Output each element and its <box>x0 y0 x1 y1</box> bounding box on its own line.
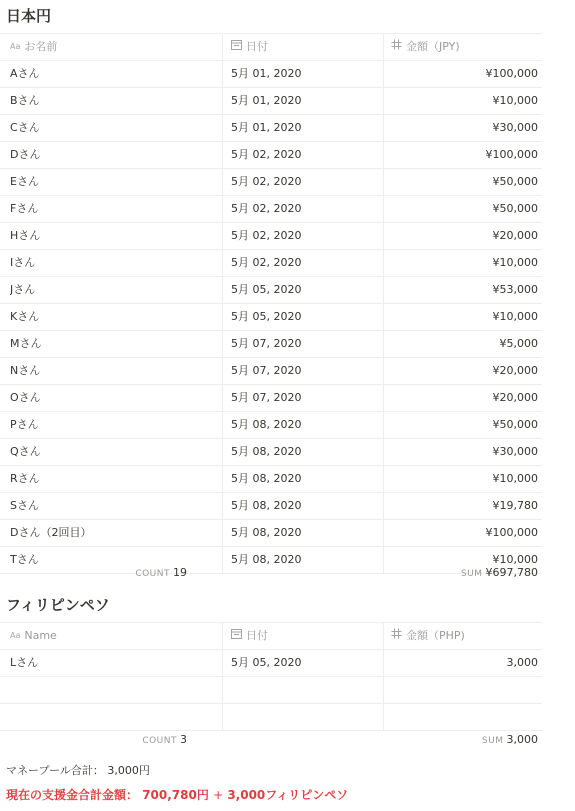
cell-date[interactable]: 5月 02, 2020 <box>231 202 302 215</box>
table-row[interactable] <box>0 520 542 547</box>
cell-amount[interactable]: ¥50,000 <box>492 202 538 215</box>
cell-amount[interactable]: ¥20,000 <box>492 391 538 404</box>
table-php <box>0 622 542 731</box>
text-type-icon: Aa <box>10 631 21 640</box>
cell-name[interactable]: Tさん <box>10 553 39 566</box>
money-pool-total: マネープール合計： 3,000円 <box>6 764 150 777</box>
cell-date[interactable]: 5月 08, 2020 <box>231 472 302 485</box>
cell-amount[interactable]: ¥10,000 <box>492 94 538 107</box>
cell-date[interactable]: 5月 02, 2020 <box>231 175 302 188</box>
cell-name[interactable]: Dさん <box>10 148 41 161</box>
cell-date[interactable]: 5月 01, 2020 <box>231 67 302 80</box>
cell-name[interactable]: Pさん <box>10 418 39 431</box>
cell-name[interactable]: Lさん <box>10 656 39 669</box>
table-jpy <box>0 33 542 574</box>
table-row[interactable] <box>0 677 542 704</box>
table-row[interactable] <box>0 493 542 520</box>
cell-amount[interactable]: ¥50,000 <box>492 418 538 431</box>
cell-name[interactable] <box>10 677 220 703</box>
table-footer-jpy <box>0 560 542 586</box>
cell-amount[interactable]: ¥10,000 <box>492 310 538 323</box>
table-row[interactable] <box>0 304 542 331</box>
table-row[interactable] <box>0 385 542 412</box>
cell-date[interactable]: 5月 02, 2020 <box>231 229 302 242</box>
cell-name[interactable]: Rさん <box>10 472 40 485</box>
cell-name[interactable]: Cさん <box>10 121 40 134</box>
cell-amount[interactable]: ¥20,000 <box>492 364 538 377</box>
cell-amount[interactable]: ¥10,000 <box>492 256 538 269</box>
cell-amount[interactable]: ¥30,000 <box>492 121 538 134</box>
cell-amount[interactable]: ¥50,000 <box>492 175 538 188</box>
section-title-jpy: 日本円 <box>6 7 52 25</box>
table-row[interactable] <box>0 439 542 466</box>
cell-amount[interactable]: ¥20,000 <box>492 229 538 242</box>
cell-date[interactable]: 5月 07, 2020 <box>231 337 302 350</box>
cell-amount[interactable]: ¥100,000 <box>485 148 538 161</box>
cell-name[interactable]: Eさん <box>10 175 39 188</box>
cell-date[interactable]: 5月 08, 2020 <box>231 526 302 539</box>
cell-amount[interactable]: ¥19,780 <box>492 499 538 512</box>
cell-name[interactable]: Iさん <box>10 256 36 269</box>
cell-date[interactable]: 5月 05, 2020 <box>231 656 302 669</box>
cell-date[interactable]: 5月 01, 2020 <box>231 121 302 134</box>
sum-aggregate[interactable]: SUM 3,000 <box>481 733 538 746</box>
count-aggregate[interactable]: COUNT 19 <box>135 566 187 579</box>
table-header <box>0 33 542 61</box>
cell-date[interactable]: 5月 05, 2020 <box>231 283 302 296</box>
column-header-name[interactable]: Aa お名前 <box>10 34 220 60</box>
cell-amount[interactable]: ¥10,000 <box>492 472 538 485</box>
cell-date[interactable]: 5月 08, 2020 <box>231 499 302 512</box>
table-row[interactable] <box>0 223 542 250</box>
hash-icon <box>391 34 402 60</box>
table-row[interactable] <box>0 142 542 169</box>
sum-aggregate[interactable]: SUM ¥697,780 <box>460 566 538 579</box>
cell-amount[interactable]: ¥100,000 <box>485 67 538 80</box>
table-row[interactable] <box>0 196 542 223</box>
cell-date[interactable]: 5月 02, 2020 <box>231 256 302 269</box>
cell-amount[interactable]: ¥5,000 <box>499 337 538 350</box>
column-header-date[interactable]: 日付 <box>231 34 381 60</box>
cell-date[interactable]: 5月 07, 2020 <box>231 364 302 377</box>
cell-amount[interactable] <box>388 677 538 703</box>
cell-name[interactable]: Jさん <box>10 283 36 296</box>
table-row[interactable] <box>0 331 542 358</box>
table-row[interactable] <box>0 61 542 88</box>
cell-amount[interactable]: 3,000 <box>506 656 538 669</box>
cell-name[interactable]: Kさん <box>10 310 40 323</box>
cell-amount[interactable]: ¥53,000 <box>492 283 538 296</box>
table-row[interactable] <box>0 277 542 304</box>
cell-name[interactable]: Bさん <box>10 94 40 107</box>
table-header <box>0 622 542 650</box>
cell-name[interactable]: Sさん <box>10 499 39 512</box>
table-row[interactable] <box>0 88 542 115</box>
cell-amount[interactable]: ¥10,000 <box>492 553 538 566</box>
column-header-amount[interactable]: 金額（JPY) <box>391 34 541 60</box>
cell-date[interactable]: 5月 08, 2020 <box>231 418 302 431</box>
cell-date[interactable] <box>231 677 381 703</box>
cell-name[interactable]: Aさん <box>10 67 40 80</box>
cell-name[interactable]: Fさん <box>10 202 39 215</box>
table-row[interactable] <box>0 650 542 677</box>
column-header-amount[interactable]: 金額（PHP) <box>391 623 541 649</box>
table-row[interactable] <box>0 169 542 196</box>
column-header-date[interactable]: 日付 <box>231 623 381 649</box>
table-row[interactable] <box>0 115 542 142</box>
cell-date[interactable]: 5月 08, 2020 <box>231 553 302 566</box>
cell-date[interactable]: 5月 08, 2020 <box>231 445 302 458</box>
text-type-icon: Aa <box>10 42 21 51</box>
cell-amount[interactable]: ¥100,000 <box>485 526 538 539</box>
table-row[interactable] <box>0 466 542 493</box>
cell-name[interactable]: Nさん <box>10 364 41 377</box>
support-grand-total: 現在の支援金合計金額： 700,780円 + 3,000フィリピンペソ <box>6 788 349 802</box>
cell-date[interactable]: 5月 01, 2020 <box>231 94 302 107</box>
cell-name[interactable]: Hさん <box>10 229 41 242</box>
cell-amount[interactable]: ¥30,000 <box>492 445 538 458</box>
table-footer-php <box>0 727 542 753</box>
column-header-name[interactable]: Aa Name <box>10 623 220 649</box>
cell-name[interactable]: Dさん（2回目） <box>10 526 92 539</box>
cell-date[interactable]: 5月 07, 2020 <box>231 391 302 404</box>
table-row[interactable] <box>0 250 542 277</box>
cell-date[interactable]: 5月 05, 2020 <box>231 310 302 323</box>
calendar-icon <box>231 34 242 60</box>
cell-name[interactable]: Oさん <box>10 391 41 404</box>
table-row[interactable] <box>0 412 542 439</box>
cell-name[interactable]: Mさん <box>10 337 42 350</box>
section-title-php: フィリピンペソ <box>6 596 110 614</box>
count-aggregate[interactable]: COUNT 3 <box>142 733 187 746</box>
table-row[interactable] <box>0 358 542 385</box>
hash-icon <box>391 623 402 649</box>
cell-date[interactable]: 5月 02, 2020 <box>231 148 302 161</box>
cell-name[interactable]: Qさん <box>10 445 41 458</box>
calendar-icon <box>231 623 242 649</box>
